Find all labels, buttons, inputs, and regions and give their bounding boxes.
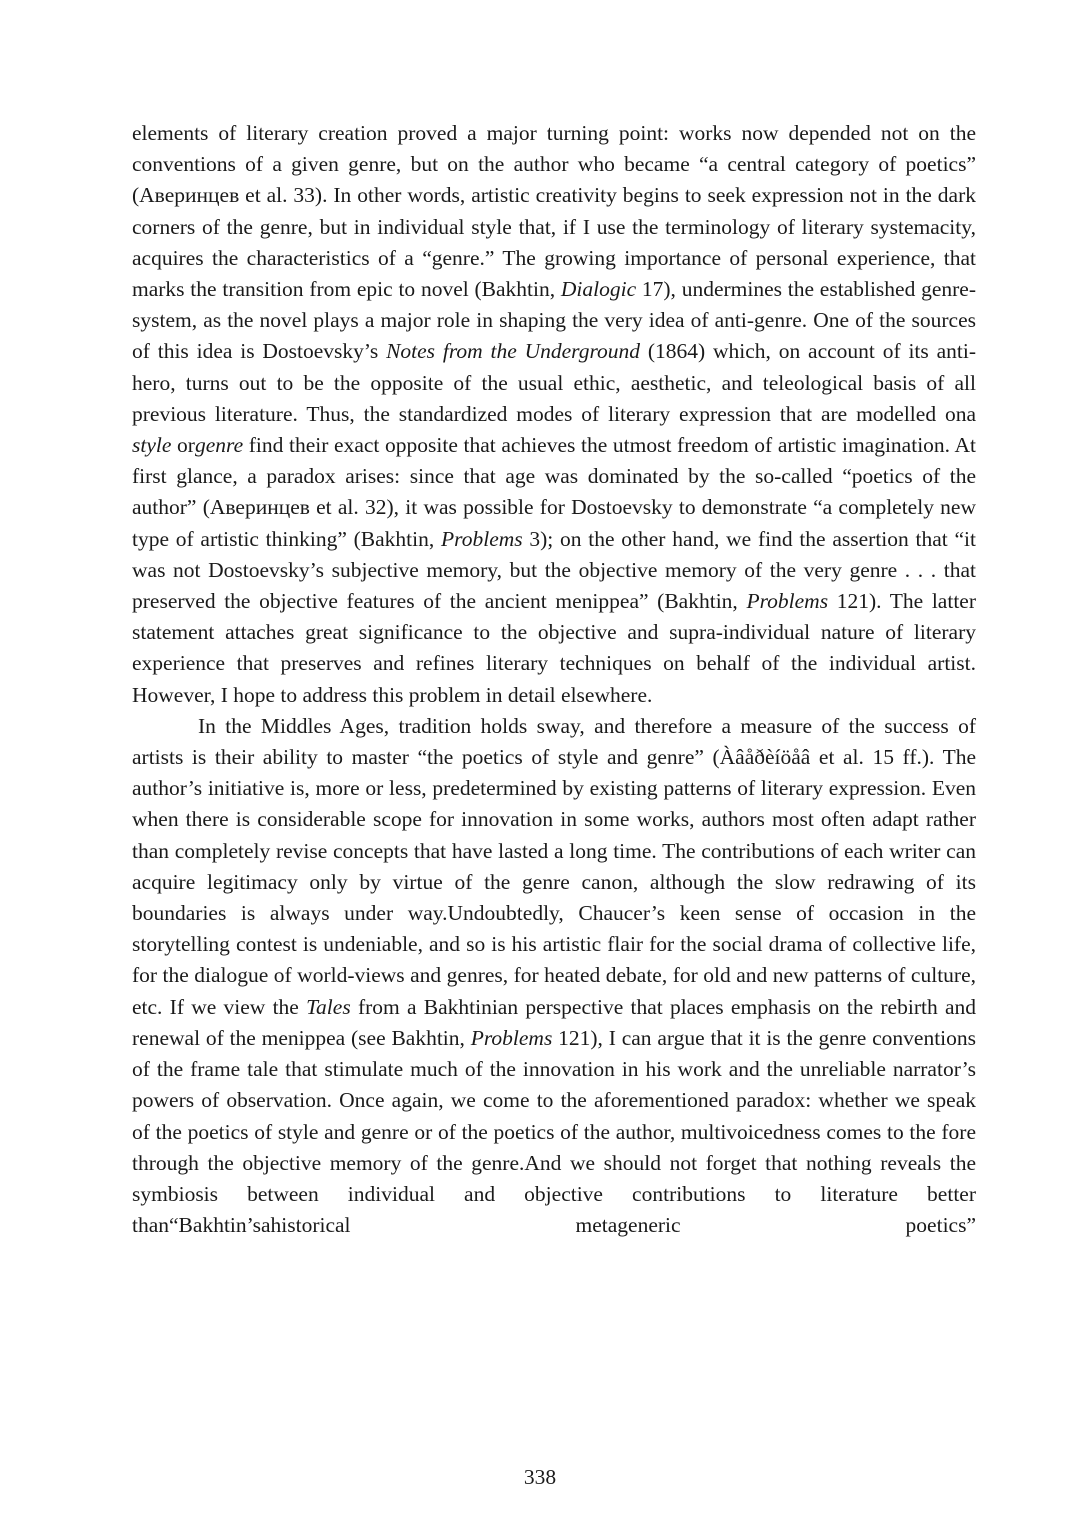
page-number: 338	[523, 1465, 557, 1489]
italic-title: Notes from the Underground	[386, 339, 641, 364]
paragraph-2	[132, 711, 976, 1241]
italic-title: Problems	[746, 589, 829, 614]
text-run: 3); on the other hand, we find the assertion that “it was not Dostoevsky’s subjective memory, but the objective memory of the very genre . . . that preserved the objective features of the ancient menippea” (Bakhtin,	[132, 526, 976, 614]
italic-title: Dialogic	[560, 277, 637, 302]
text-run: from a Bakhtinian perspective that places emphasis on the rebirth and renewal of the menippea (see Bakhtin,	[132, 994, 976, 1050]
paragraph-1	[132, 118, 976, 711]
text-run: In the Middles Ages, tradition holds sway, and therefore a measure of the success of artists is their ability to master “the poetics of style and genre” (Àâåðèíöåâ et al. 15 ff.). The author’s initiative is, more or less, predetermined by existing patterns of literary expression. Even when there is considerable scope for innovation in some works, authors most often adapt rather than completely revise concepts that have lasted a long time. The contributions of each writer can acquire legitimacy only by virtue of the genre canon, although the slow redrawing of its boundaries is always under way.Undoubtedly, Chaucer’s keen sense of occasion in the storytelling contest is undeniable, and so is his artistic flair for the social drama of collective life, for the dialogue of world-views and genres, for heated debate, for old and new patterns of culture, etc. If we view the	[132, 713, 976, 1019]
italic-title: Tales	[306, 994, 351, 1019]
text-run: 17), undermines the established genre-system, as the novel plays a major role in shaping the very idea of anti-genre. One of the sources of this idea is Dostoevsky’s	[132, 277, 977, 364]
text-run: elements of literary creation proved a major turning point: works now depended not on the conventions of a given genre, but on the author who became “a central category of poetics” (Аверинцев et al. 33). In other words, artistic creativity begins to seek expression not in the dark corners of the genre, but in individual style that, if I use the terminology of literary systemacity, acquires the characteristics of a “genre.” The growing importance of personal experience, that marks the transition from epic to novel (Bakhtin,	[132, 121, 976, 302]
text-run: 121), I can argue that it is the genre conventions of the frame tale that stimulate much of the innovation in his work and the unreliable narrator’s powers of observation. Once again, we come to the aforementioned paradox: whether we speak of the poetics of style and genre or of the poetics of the author, multivoicedness comes to the fore through the objective memory of the genre.And we should not forget that nothing reveals the symbiosis between individual and objective contributions to literature better than“Bakhtin’sahistorical metageneric poetics”	[132, 1025, 977, 1238]
italic-title: Problems	[470, 1025, 553, 1050]
text-run: (1864) which, on account of its anti-hero, turns out to be the opposite of the usual ethic, aesthetic, and teleological basis of all previous literature. Thus, the standardized modes of literary expression that are modelled ona	[132, 339, 976, 426]
text-run: 121). The latter statement attaches great significance to the objective and supra-individual nature of literary experience that preserves and refines literary techniques on behalf of the individual artist. However, I hope to address this problem in detail elsewhere.	[132, 589, 976, 707]
italic-title: Problems	[441, 526, 523, 551]
italic-title: style	[132, 433, 172, 458]
italic-title: genre	[194, 433, 244, 458]
text-run: find their exact opposite that achieves the utmost freedom of artistic imagination. At first glance, a paradox arises: since that age was dominated by the so-called “poetics of the author” (Аверинцев et al. 32), it was possible for Dostoevsky to demonstrate “a completely new type of artistic thinking” (Bakhtin,	[132, 433, 976, 551]
body-text	[132, 118, 976, 1241]
text-run: or	[171, 433, 195, 458]
